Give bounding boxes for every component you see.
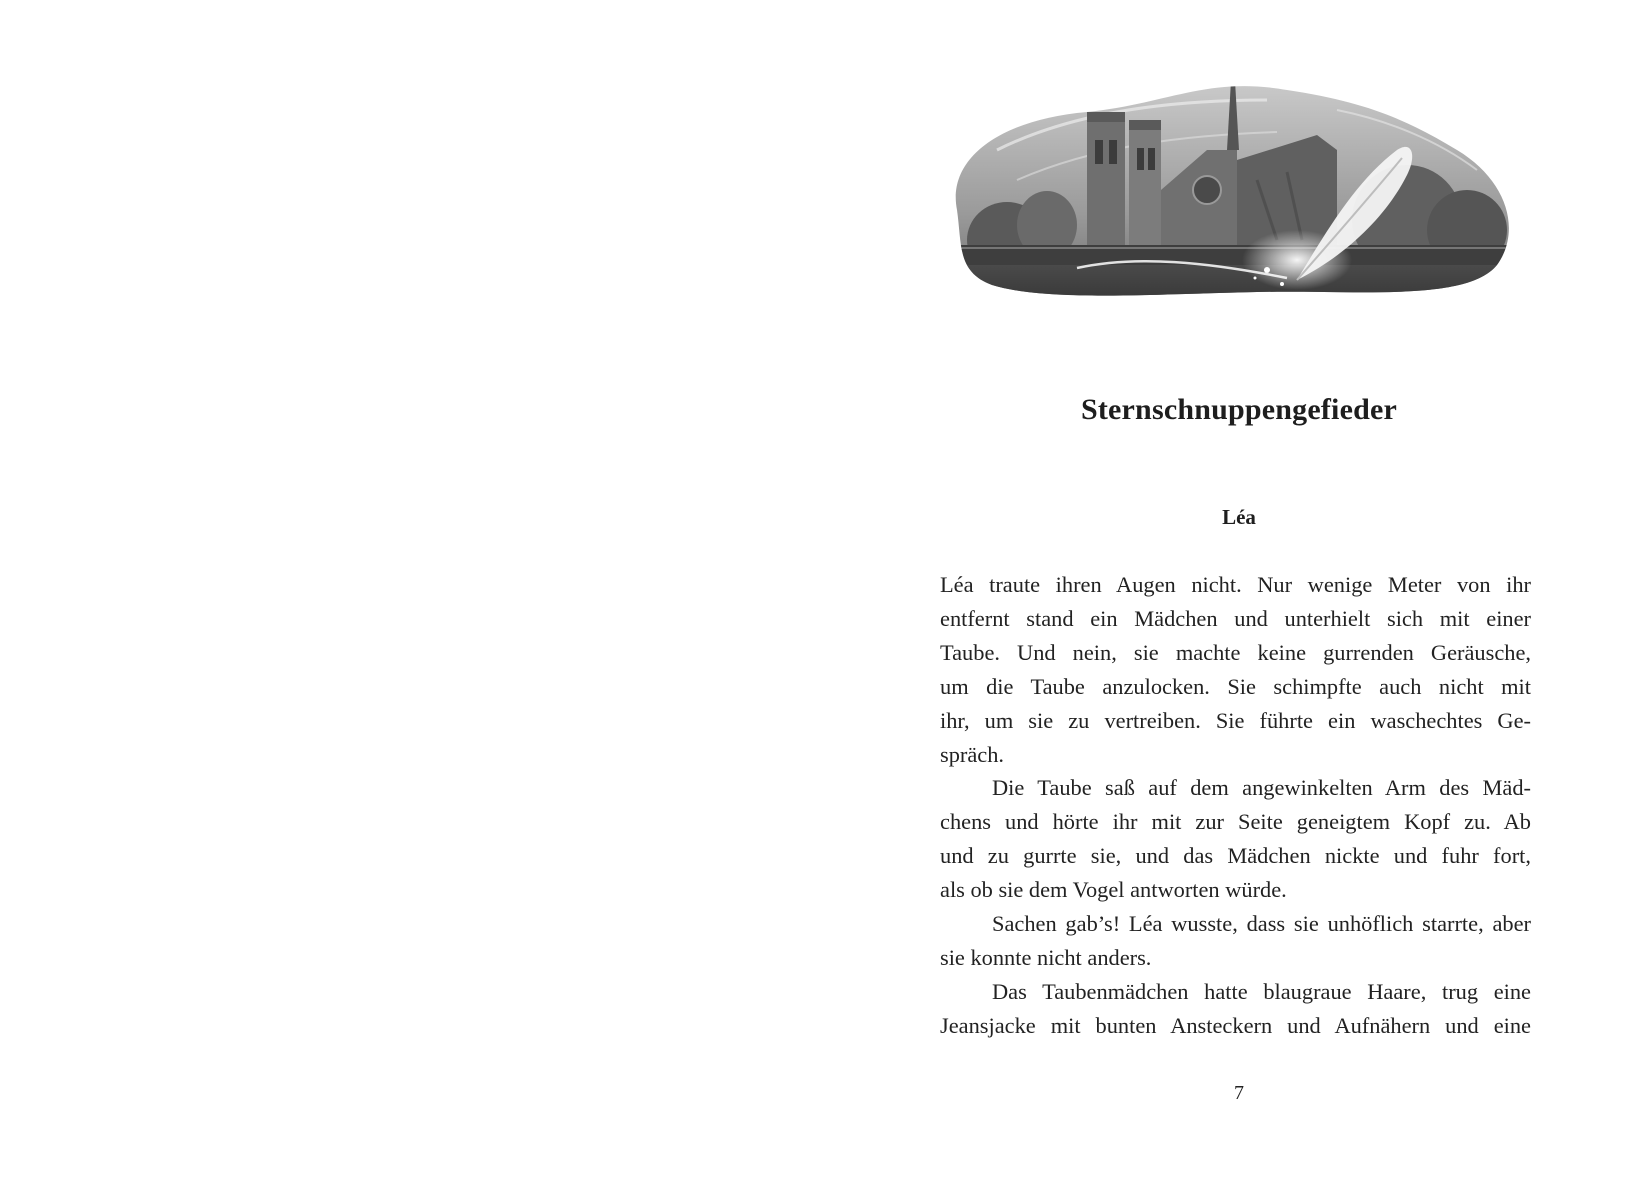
text-line: als ob sie dem Vogel antworten würde. bbox=[940, 877, 1287, 903]
right-page bbox=[819, 0, 1638, 1192]
text-line: Die Taube saß auf dem angewinkelten Arm des Mäd- bbox=[992, 775, 1531, 801]
text-line: spräch. bbox=[940, 741, 1005, 767]
text-line: Taube. Und nein, sie machte keine gurrenden Geräusche, bbox=[940, 639, 1531, 665]
text-line: und zu gurrte sie, und das Mädchen nickte und fuhr fort, bbox=[940, 843, 1531, 869]
text-line: ihr, um sie zu vertreiben. Sie führte ein waschechtes Ge- bbox=[940, 707, 1531, 733]
page-number: 7 bbox=[1234, 1082, 1244, 1104]
chapter-title: Sternschnuppengefieder bbox=[1080, 393, 1398, 426]
text-line: Jeansjacke mit bunten Ansteckern und Aufnähern und eine bbox=[940, 1012, 1531, 1038]
text-line: Sachen gab’s! Léa wusste, dass sie unhöflich starrte, aber bbox=[992, 911, 1531, 937]
text-line: entfernt stand ein Mädchen und unterhielt sich mit einer bbox=[940, 605, 1531, 631]
body-text bbox=[940, 568, 1531, 1043]
text-line: Das Taubenmädchen hatte blaugraue Haare, trug eine bbox=[992, 978, 1531, 1004]
text-line: Léa traute ihren Augen nicht. Nur wenige Meter von ihr bbox=[940, 572, 1531, 597]
cathedral-feather-illustration bbox=[937, 40, 1527, 330]
text-line: chens und hörte ihr mit zur Seite geneigtem Kopf zu. Ab bbox=[940, 809, 1531, 835]
illustration-svg bbox=[937, 40, 1527, 330]
text-line: um die Taube anzulocken. Sie schimpfte auch nicht mit bbox=[940, 673, 1531, 699]
section-narrator-name: Léa bbox=[1222, 505, 1256, 529]
text-line: sie konnte nicht anders. bbox=[940, 944, 1152, 970]
